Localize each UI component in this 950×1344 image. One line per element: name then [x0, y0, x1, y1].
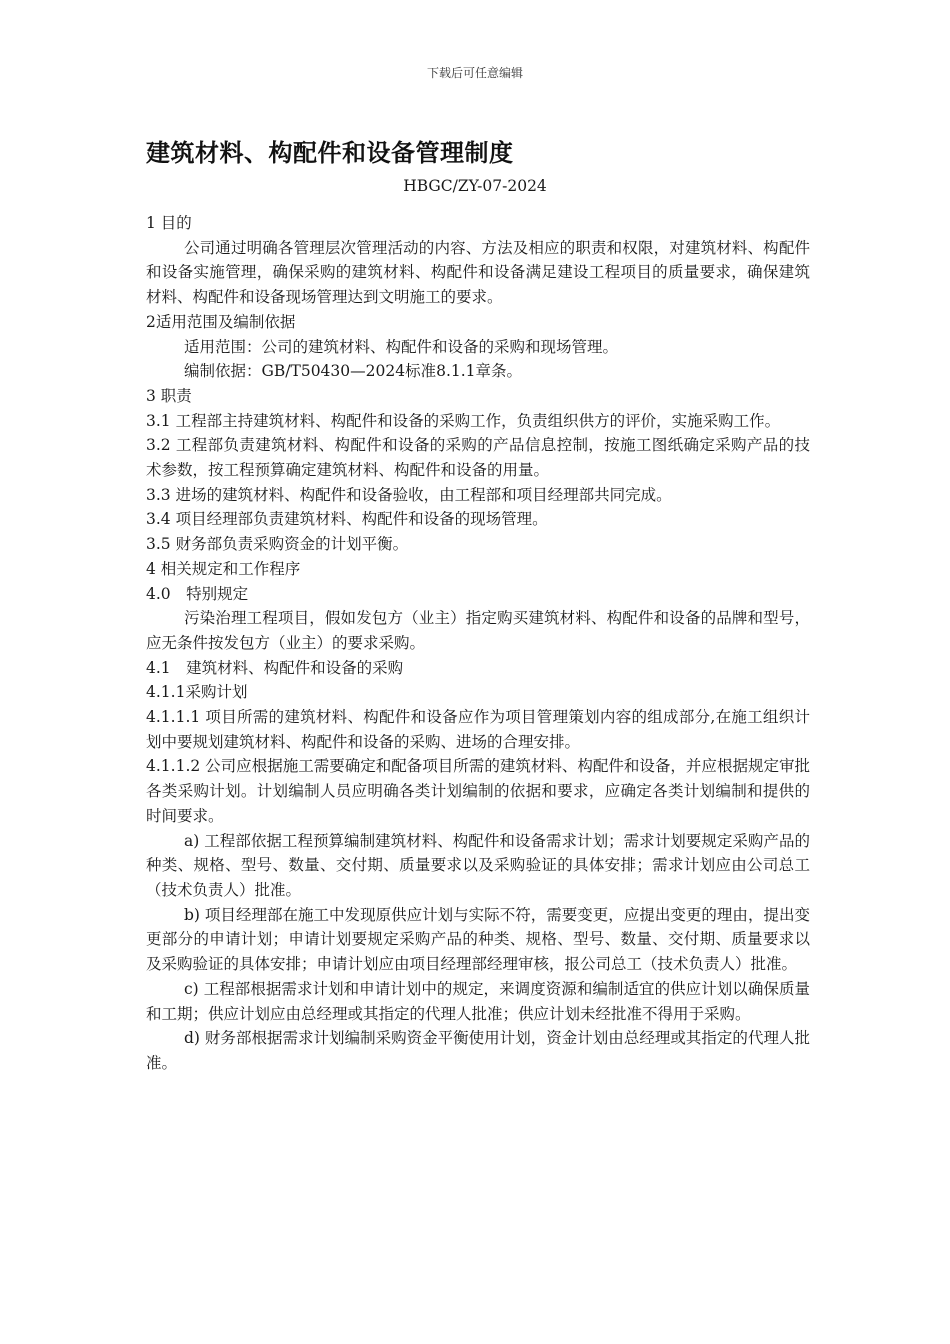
paragraph: 适用范围：公司的建筑材料、构配件和设备的采购和现场管理。: [184, 337, 619, 356]
clause: 3.5 财务部负责采购资金的计划平衡。: [146, 535, 409, 554]
list-item: c) 工程部根据需求计划和申请计划中的规定，来调度资源和编制适宜的供应计划以确保质量和工期；供应计划应由总经理或其指定的代理人批准；供应计划未经批准不得用于采购。: [146, 979, 810, 1023]
page-title: 建筑材料、构配件和设备管理制度: [146, 139, 514, 167]
paragraph: 公司通过明确各管理层次管理活动的内容、方法及相应的职责和权限，对建筑材料、构配件和设备实施管理，确保采购的建筑材料、构配件和设备满足建设工程项目的质量要求，确保建筑材料、构配件和设备现场管理达到文明施工的要求。: [146, 238, 810, 307]
subsection-heading: 4.1.1采购计划: [146, 683, 248, 702]
section-heading: 1 目的: [146, 214, 192, 232]
list-item: a) 工程部依据工程预算编制建筑材料、构配件和设备需求计划；需求计划要规定采购产品的种类、规格、型号、数量、交付期、质量要求以及采购验证的具体安排；需求计划应由公司总工（技术负责人）批准。: [146, 831, 810, 899]
paragraph: 污染治理工程项目，假如发包方（业主）指定购买建筑材料、构配件和设备的品牌和型号，应无条件按发包方（业主）的要求采购。: [146, 609, 810, 652]
clause: 3.2 工程部负责建筑材料、构配件和设备的采购的产品信息控制，按施工图纸确定采购产品的技术参数，按工程预算确定建筑材料、构配件和设备的用量。: [146, 436, 810, 480]
list-item: d) 财务部根据需求计划编制采购资金平衡使用计划，资金计划由总经理或其指定的代理人批准。: [146, 1029, 810, 1072]
section-heading: 2适用范围及编制依据: [146, 312, 296, 331]
clause: 3.3 进场的建筑材料、构配件和设备验收，由工程部和项目经理部共同完成。: [146, 485, 672, 504]
document-body: [146, 211, 810, 1076]
subsection-heading: 4.0 特别规定: [146, 584, 249, 603]
clause: 4.1.1.1 项目所需的建筑材料、构配件和设备应作为项目管理策划内容的组成部分,在施工组织计划中要规划建筑材料、构配件和设备的采购、进场的合理安排。: [146, 708, 810, 751]
clause: 3.4 项目经理部负责建筑材料、构配件和设备的现场管理。: [146, 510, 548, 529]
subsection-heading: 4.1 建筑材料、构配件和设备的采购: [146, 658, 404, 677]
list-item: b) 项目经理部在施工中发现原供应计划与实际不符，需要变更，应提出变更的理由，提出变更部分的申请计划；申请计划要规定采购产品的种类、规格、型号、数量、交付期、质量要求以及采购验证的具体安排；申请计划应由项目经理部经理审核，报公司总工（技术负责人）批准。: [146, 905, 810, 974]
section-heading: 3 职责: [146, 386, 192, 405]
download-note: 下载后可任意编辑: [426, 66, 523, 80]
section-heading: 4 相关规定和工作程序: [146, 559, 301, 578]
paragraph: 编制依据：GB/T50430—2024标准8.1.1章条。: [184, 362, 523, 381]
clause: 3.1 工程部主持建筑材料、构配件和设备的采购工作，负责组织供方的评价，实施采购工作。: [146, 411, 781, 430]
document-code: HBGC/ZY-07-2024: [403, 177, 547, 195]
clause: 4.1.1.2 公司应根据施工需要确定和配备项目所需的建筑材料、构配件和设备，并应根据规定审批各类采购计划。计划编制人员应明确各类计划编制的依据和要求，应确定各类计划编制和提供的时间要求。: [146, 757, 810, 825]
